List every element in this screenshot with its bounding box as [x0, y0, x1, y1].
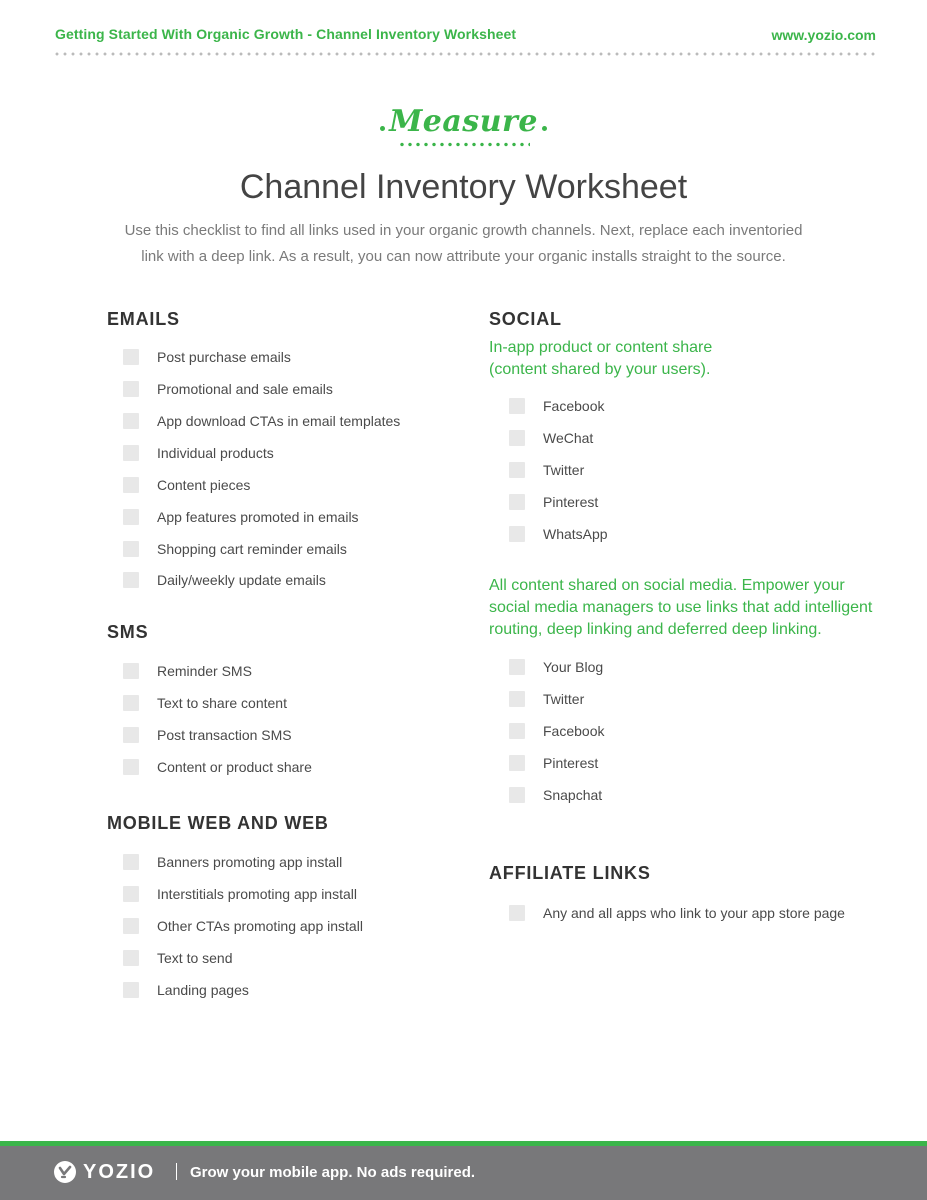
footer-separator	[176, 1163, 177, 1180]
item-label: Post transaction SMS	[157, 727, 292, 743]
item-label: Your Blog	[543, 659, 604, 675]
social-note-all-content	[489, 575, 872, 641]
social-note-in-app-line-1: In-app product or content share	[489, 339, 713, 356]
checkbox[interactable]	[509, 787, 525, 803]
item-label: Pinterest	[543, 755, 599, 771]
checkbox[interactable]	[123, 982, 139, 998]
yozio-logo-icon	[54, 1161, 76, 1183]
social-note-all-content-line-1: All content shared on social media. Empower your	[489, 577, 845, 594]
item-label: Post purchase emails	[157, 349, 291, 365]
section-heading-sms: SMS	[107, 622, 149, 642]
footer-brand: YOZIO	[83, 1161, 156, 1183]
item-label: Promotional and sale emails	[157, 381, 333, 397]
measure-dotted-underline	[398, 142, 530, 147]
item-label: Individual products	[157, 445, 274, 461]
checkbox[interactable]	[509, 723, 525, 739]
checkbox[interactable]	[123, 477, 139, 493]
checkbox[interactable]	[123, 663, 139, 679]
social-note-in-app-line-2: (content shared by your users).	[489, 361, 711, 378]
measure-right-dot	[542, 126, 547, 131]
item-label: WeChat	[543, 430, 594, 446]
social-note-all-content-line-2: social media managers to use links that add intelligent	[489, 599, 873, 616]
intro-line-1: Use this checklist to find all links used in your organic growth channels. Next, replace each inventoried	[124, 222, 803, 239]
checkbox[interactable]	[123, 886, 139, 902]
checkbox[interactable]	[509, 398, 525, 414]
checkbox[interactable]	[509, 905, 525, 921]
checkbox[interactable]	[123, 381, 139, 397]
item-label: Text to share content	[157, 695, 287, 711]
item-label: Any and all apps who link to your app store page	[543, 905, 845, 921]
checkbox[interactable]	[123, 759, 139, 775]
item-label: App features promoted in emails	[157, 509, 359, 525]
checkbox[interactable]	[123, 854, 139, 870]
item-label: Content or product share	[157, 759, 312, 775]
checkbox[interactable]	[509, 462, 525, 478]
item-label: App download CTAs in email templates	[157, 413, 401, 429]
item-label: Content pieces	[157, 477, 251, 493]
item-label: Twitter	[543, 691, 585, 707]
checkbox[interactable]	[123, 950, 139, 966]
item-label: Facebook	[543, 398, 605, 414]
measure-heading	[0, 104, 927, 139]
measure-left-dot	[380, 126, 385, 131]
checkbox[interactable]	[123, 413, 139, 429]
header-title: Getting Started With Organic Growth - Channel Inventory Worksheet	[55, 26, 517, 42]
item-label: Snapchat	[543, 787, 603, 803]
item-label: Interstitials promoting app install	[157, 886, 357, 902]
checkbox[interactable]	[123, 727, 139, 743]
item-label: Daily/weekly update emails	[157, 572, 326, 588]
footer-tagline: Grow your mobile app. No ads required.	[190, 1164, 476, 1181]
social-note-all-content-line-3: routing, deep linking and deferred deep linking.	[489, 621, 822, 638]
checkbox[interactable]	[509, 494, 525, 510]
section-heading-affiliate: AFFILIATE LINKS	[489, 863, 651, 883]
section-heading-social: SOCIAL	[489, 309, 562, 329]
checkbox[interactable]	[509, 430, 525, 446]
section-heading-mobile-web: MOBILE WEB AND WEB	[107, 813, 329, 833]
item-label: WhatsApp	[543, 526, 608, 542]
checkbox[interactable]	[509, 659, 525, 675]
item-label: Pinterest	[543, 494, 599, 510]
item-label: Twitter	[543, 462, 585, 478]
social-note-in-app	[489, 337, 712, 381]
item-label: Other CTAs promoting app install	[157, 918, 363, 934]
checkbox[interactable]	[123, 445, 139, 461]
item-label: Shopping cart reminder emails	[157, 541, 347, 557]
checkbox[interactable]	[509, 526, 525, 542]
item-label: Landing pages	[157, 982, 249, 998]
item-label: Facebook	[543, 723, 605, 739]
checkbox[interactable]	[123, 349, 139, 365]
item-label: Banners promoting app install	[157, 854, 343, 870]
checkbox[interactable]	[123, 695, 139, 711]
measure-label: Measure	[389, 104, 538, 139]
checkbox[interactable]	[123, 918, 139, 934]
item-label: Text to send	[157, 950, 233, 966]
checkbox[interactable]	[509, 691, 525, 707]
checkbox[interactable]	[123, 572, 139, 588]
section-heading-emails: EMAILS	[107, 309, 180, 329]
page-title: Channel Inventory Worksheet	[239, 168, 688, 206]
intro-text	[105, 218, 822, 270]
intro-line-2: link with a deep link. As a result, you can now attribute your organic installs straight to the source.	[141, 248, 786, 265]
checkbox[interactable]	[123, 541, 139, 557]
checkbox[interactable]	[509, 755, 525, 771]
header-url[interactable]: www.yozio.com	[771, 27, 876, 43]
header-dotted-divider	[53, 52, 877, 56]
item-label: Reminder SMS	[157, 663, 252, 679]
checkbox[interactable]	[123, 509, 139, 525]
